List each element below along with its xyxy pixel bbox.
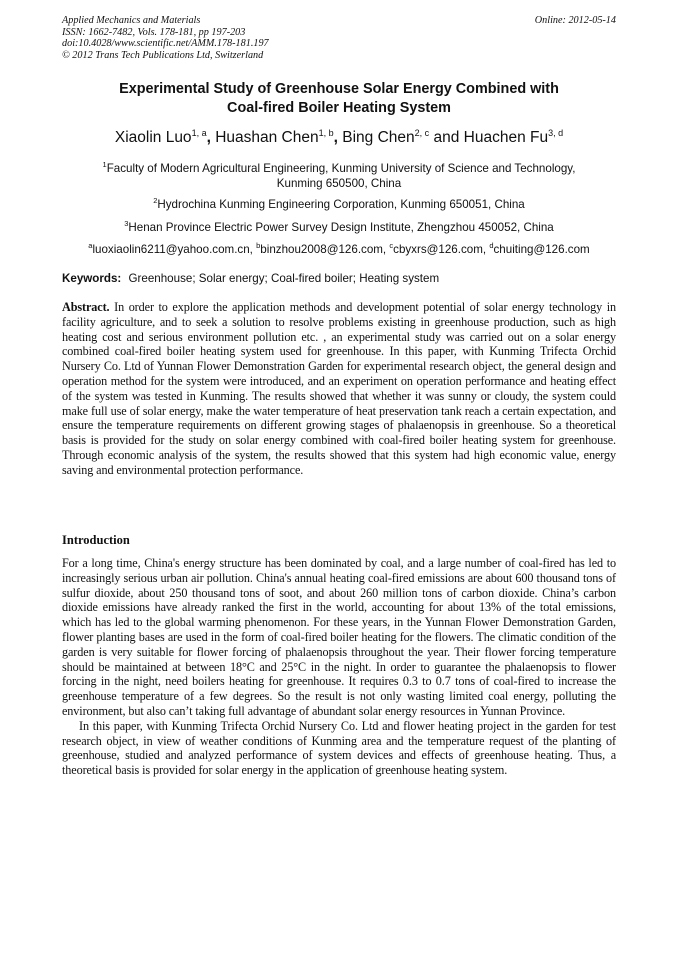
author-sup: 1, b [318, 128, 334, 138]
title-line-2: Coal-fired Boiler Heating System [227, 100, 451, 116]
introduction-body [62, 556, 616, 778]
author-name: Huashan Chen [215, 129, 319, 147]
author-name: Bing Chen [342, 129, 415, 147]
author-sep: , [333, 129, 343, 147]
author-sep: , [206, 129, 216, 147]
author-name: Xiaolin Luo [114, 129, 192, 147]
keywords-label: Keywords: [62, 272, 122, 285]
intro-paragraph-1: For a long time, China's energy structure has been dominated by coal, and a large number of coal-fired has led to increasingly serious urban air pollution. China's annual heating coal-fired emissions are about 600 thousand tons of sulfur dioxide, about 250 thousand tons of soot, and about 260 million tons of carbon dioxide. China’s carbon dioxide emissions have already ranked the first in the world, accounting for about 13% of the total emissions, which has led to the global warming phenomenon. For these years, in the Yunnan Flower Demonstration Garden, flower planting bases are used in the form of coal-fired boiler heating for the flowers. The climatic condition of the garden is very suitable for flower forcing of phalaenopsis throughout the year. Their flower forcing temperature should be maintained at between 18°C and 25°C in the night. In order to guarantee the phalaenopsis to flower forcing in the night, need boilers heating for greenhouse. It requires 0.3 to 0.7 tons of coal-fired to increase the greenhouse temperature of a few degrees. So the result is not only wasting limited coal energy, polluting the environment, but also can’t taking full advantage of abundant solar energy resources in Yunnan Province. [62, 556, 616, 718]
author-sep: and [429, 129, 464, 147]
author-sup: 3, d [548, 128, 564, 138]
abstract-label: Abstract. [62, 300, 110, 314]
affiliation-2: $^2$Hydrochina Kunming Engineering Corporation, Kunming 650051, China [153, 196, 525, 211]
paper-title [62, 80, 616, 118]
author-list [62, 128, 616, 147]
intro-paragraph-2: In this paper, with Kunming Trifecta Orchid Nursery Co. Ltd and flower heating project in the garden for test research object, in view of weather conditions of Kunming area and the temperature request of the planting of greenhouse, studied and analyzed performance of system devices and effects of greenhouse heating. Thus, a theoretical basis is provided for solar energy in the application of greenhouse heating system. [62, 718, 616, 778]
online-date: Online: 2012-05-14 [534, 15, 616, 26]
affiliation-3: $^3$Henan Province Electric Power Survey Design Institute, Zhengzhou 450052, China [124, 219, 554, 234]
email-list: $^a$luoxiaolin6211@yahoo.com.cn, $^b$binzhou2008@126.com, $^c$cbyxrs@126.com, $^d$chuiting@126.com [88, 241, 590, 256]
issn: ISSN: 1662-7482, Vols. 178-181, pp 197-203 [62, 26, 246, 38]
email-link[interactable]: luoxiaolin6211@yahoo.com.cn, [92, 242, 257, 256]
journal-name: Applied Mechanics and Materials [62, 15, 201, 26]
journal-header [62, 15, 269, 61]
title-line-1: Experimental Study of Greenhouse Solar Energy Combined with [119, 81, 559, 97]
abstract [62, 300, 616, 478]
section-heading-introduction: Introduction [62, 533, 130, 547]
author-sup: 1, a [191, 128, 207, 138]
keywords [62, 272, 439, 285]
doi: doi:10.4028/www.scientific.net/AMM.178-181.197 [62, 38, 269, 49]
abstract-text: In order to explore the application methods and development potential of solar energy technology in facility agriculture, and to seek a solution to resolve problems existing in greenhouse production, such as high heating cost and serious environment pollution etc. , an experimental study was carried out on a solar energy combined coal-fired boiler heating system used for greenhouse. In this paper, with Kunming Trifecta Orchid Nursery Co. Ltd of Yunnan Flower Demonstration Garden for experimental research object, the general design and operation method for the system were introduced, and an experiment on operation performance and heating effect of the system was tested in Kunming. The results showed that whether it was sunny or cloudy, the system could make full use of solar energy, make the water temperature of heat preservation tank reach a certain expectation, and ensure the temperature requirements on different growing stages of phalaenopsis in greenhouse. So a theoretical basis is provided for the study on solar energy combined with coal-fired boiler heating system for greenhouse. Through economic analysis of the system, the results showed that this system had high economic value, energy saving and environmental protection performance. [62, 300, 617, 477]
author-name: Huachen Fu [463, 129, 549, 147]
email-link[interactable]: chuiting@126.com [493, 242, 590, 256]
author-sup: 2, c [414, 128, 430, 138]
keywords-text: Greenhouse; Solar energy; Coal-fired boiler; Heating system [128, 272, 440, 285]
affiliation-1: $^1$Faculty of Modern Agricultural Engineering, Kunming University of Science and Technology, Kunming 650500, China [102, 160, 576, 190]
copyright: © 2012 Trans Tech Publications Ltd, Switzerland [62, 49, 264, 61]
email-link[interactable]: binzhou2008@126.com, [260, 242, 390, 256]
email-link[interactable]: cbyxrs@126.com, [393, 242, 490, 256]
